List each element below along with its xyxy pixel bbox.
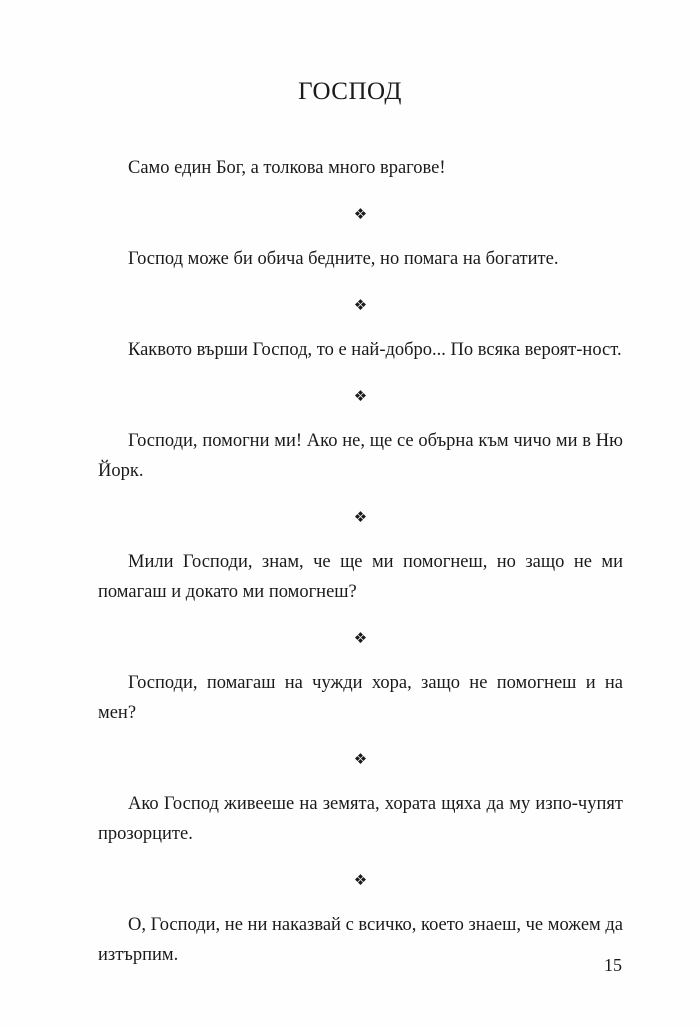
aphorism-6: Господи, помагаш на чужди хора, защо не помогнеш и на мен? [98, 673, 623, 723]
aphorism-1: Само един Бог, а толкова много врагове! [128, 158, 446, 178]
separator-ornament-icon: ❖ [353, 387, 368, 405]
separator-ornament-icon: ❖ [353, 296, 368, 314]
separator-ornament-icon: ❖ [353, 508, 368, 526]
page-number: 15 [604, 955, 622, 975]
separator-ornament-icon: ❖ [353, 871, 368, 889]
aphorism-2: Господ може би обича бедните, но помага на богатите. [128, 249, 559, 269]
aphorism-7: Ако Господ живееше на земята, хората щяха да му изпо-чупят прозорците. [98, 794, 623, 844]
chapter-title: ГОСПОД [298, 78, 402, 105]
aphorism-list [98, 153, 623, 970]
separator-ornament-icon: ❖ [353, 205, 368, 223]
aphorism-8: О, Господи, не ни наказвай с всичко, което знаеш, че можем да изтърпим. [98, 915, 623, 965]
separator-ornament-icon: ❖ [353, 629, 368, 647]
separator-ornament-icon: ❖ [353, 750, 368, 768]
aphorism-3: Каквото върши Господ, то е най-добро... По всяка вероят-ност. [128, 340, 622, 360]
aphorism-4: Господи, помогни ми! Ако не, ще се обърна към чичо ми в Ню Йорк. [98, 431, 623, 481]
aphorism-5: Мили Господи, знам, че ще ми помогнеш, но защо не ми помагаш и докато ми помогнеш? [98, 552, 623, 602]
